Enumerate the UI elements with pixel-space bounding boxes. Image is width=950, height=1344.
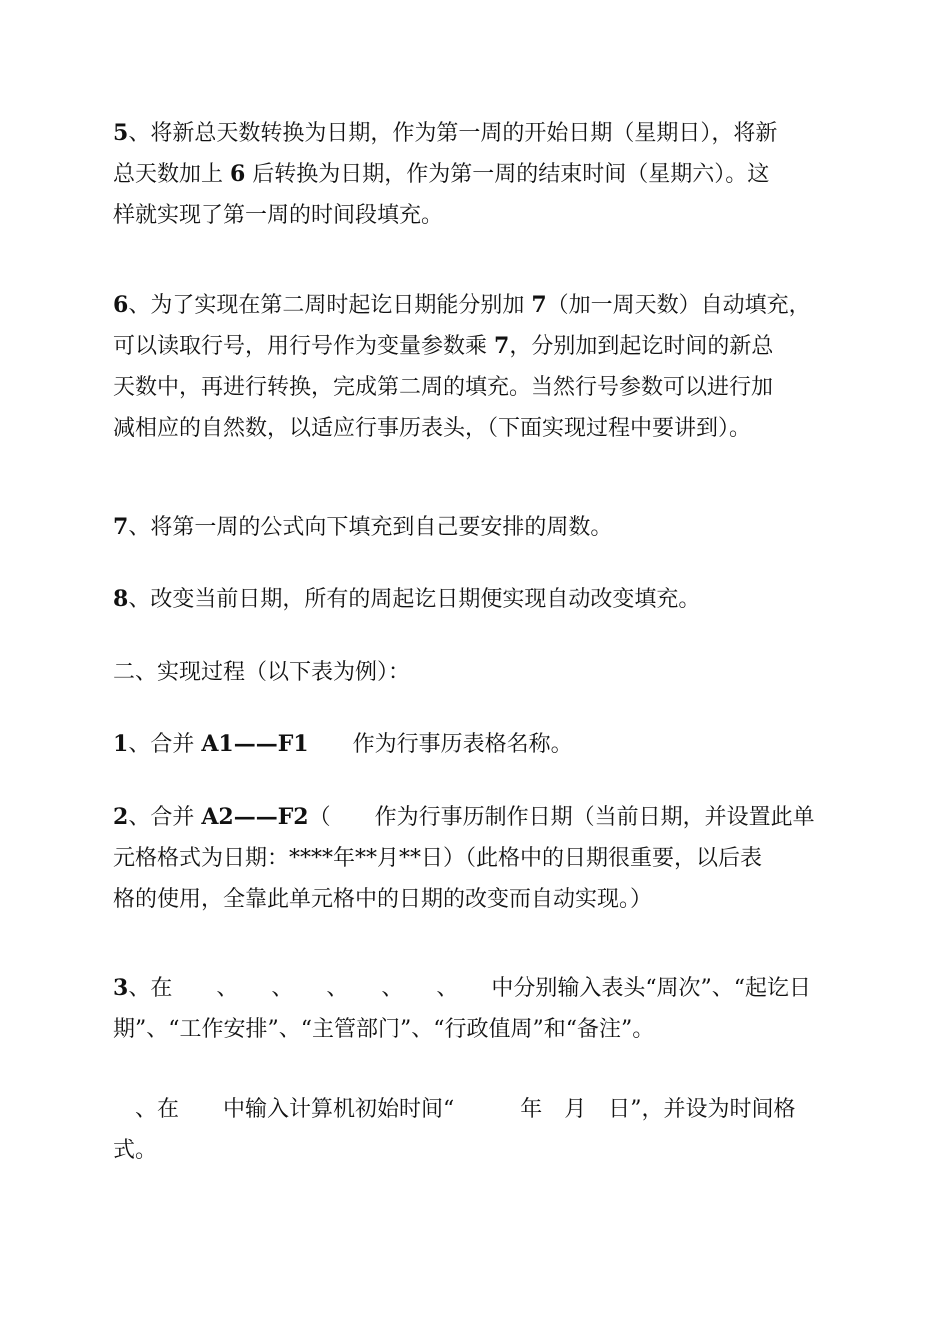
item-number: 1 bbox=[113, 731, 129, 757]
item-number: 3 bbox=[113, 975, 129, 1001]
step-4 bbox=[113, 1089, 843, 1171]
line-text: ，分别加到起讫时间的新总 bbox=[509, 334, 774, 359]
item-number: 6 bbox=[113, 292, 129, 318]
line-text: 元格格式为日期：****年**月**日）（此格中的日期很重要，以后表 bbox=[113, 846, 763, 871]
inline-number: 6 bbox=[230, 161, 246, 187]
line-text: 、合并 bbox=[128, 805, 202, 830]
paragraph-line bbox=[113, 195, 843, 236]
paragraph-5 bbox=[113, 113, 843, 236]
paragraph-line bbox=[113, 507, 843, 548]
item-number: 2 bbox=[113, 804, 129, 830]
line-text: 、合并 bbox=[128, 732, 202, 757]
cell-range-ref: A2——F2 bbox=[201, 804, 309, 830]
line-text: 、为了实现在第二周时起讫日期能分别加 bbox=[128, 293, 532, 318]
line-text: 、改变当前日期，所有的周起讫日期便实现自动改变填充。 bbox=[128, 587, 701, 612]
step-3 bbox=[113, 968, 843, 1050]
paragraph-line bbox=[113, 1130, 843, 1171]
paragraph-line bbox=[113, 879, 843, 920]
line-text: 期”、“工作安排”、“主管部门”、“行政值周”和“备注”。 bbox=[113, 1017, 655, 1042]
paragraph-line bbox=[113, 367, 843, 408]
paragraph-line bbox=[113, 1009, 843, 1050]
paragraph-line bbox=[113, 968, 843, 1009]
inline-number: 7 bbox=[531, 292, 547, 318]
paragraph-line bbox=[113, 326, 843, 367]
paragraph-line bbox=[113, 285, 843, 326]
line-text: 总天数加上 bbox=[113, 162, 230, 187]
paragraph-7 bbox=[113, 507, 843, 548]
inline-number: 7 bbox=[494, 333, 510, 359]
line-text: （加一周天数）自动填充， bbox=[546, 293, 811, 318]
step-1 bbox=[113, 724, 843, 765]
paragraph-line bbox=[113, 579, 843, 620]
line-text: 、将第一周的公式向下填充到自己要安排的周数。 bbox=[128, 515, 613, 540]
line-text: 格的使用，全靠此单元格中的日期的改变而自动实现。） bbox=[113, 887, 653, 912]
paragraph-line bbox=[113, 797, 843, 838]
paragraph-6 bbox=[113, 285, 843, 449]
heading-text: 二、实现过程（以下表为例）： bbox=[113, 660, 411, 685]
paragraph-line bbox=[113, 1089, 843, 1130]
item-number: 8 bbox=[113, 586, 129, 612]
line-text: 、将新总天数转换为日期，作为第一周的开始日期（星期日），将新 bbox=[128, 121, 778, 146]
item-number: 5 bbox=[113, 120, 129, 146]
paragraph-line bbox=[113, 154, 843, 195]
paragraph-line bbox=[113, 113, 843, 154]
line-text: 式。 bbox=[113, 1138, 158, 1163]
line-text: （ 作为行事历制作日期（当前日期，并设置此单 bbox=[308, 805, 815, 830]
cell-range-ref: A1——F1 bbox=[201, 731, 309, 757]
line-text: 可以读取行号，用行号作为变量参数乘 bbox=[113, 334, 494, 359]
paragraph-8 bbox=[113, 579, 843, 620]
line-text: 、在 中输入计算机初始时间“ 年 月 日”，并设为时间格 bbox=[113, 1097, 796, 1122]
paragraph-line bbox=[113, 652, 843, 693]
line-text: 后转换为日期，作为第一周的结束时间（星期六）。这 bbox=[245, 162, 770, 187]
item-number: 7 bbox=[113, 514, 129, 540]
line-text: 减相应的自然数，以适应行事历表头，（下面实现过程中要讲到）。 bbox=[113, 416, 752, 441]
paragraph-line bbox=[113, 408, 843, 449]
line-text: 天数中，再进行转换，完成第二周的填充。当然行号参数可以进行加 bbox=[113, 375, 774, 400]
line-text: 样就实现了第一周的时间段填充。 bbox=[113, 203, 444, 228]
line-text: 作为行事历表格名称。 bbox=[308, 732, 573, 757]
paragraph-line bbox=[113, 724, 843, 765]
paragraph-line bbox=[113, 838, 843, 879]
step-2 bbox=[113, 797, 843, 920]
line-text: 、在 、 、 、 、 、 中分别输入表头“周次”、“起讫日 bbox=[128, 976, 812, 1001]
section-heading bbox=[113, 652, 843, 693]
